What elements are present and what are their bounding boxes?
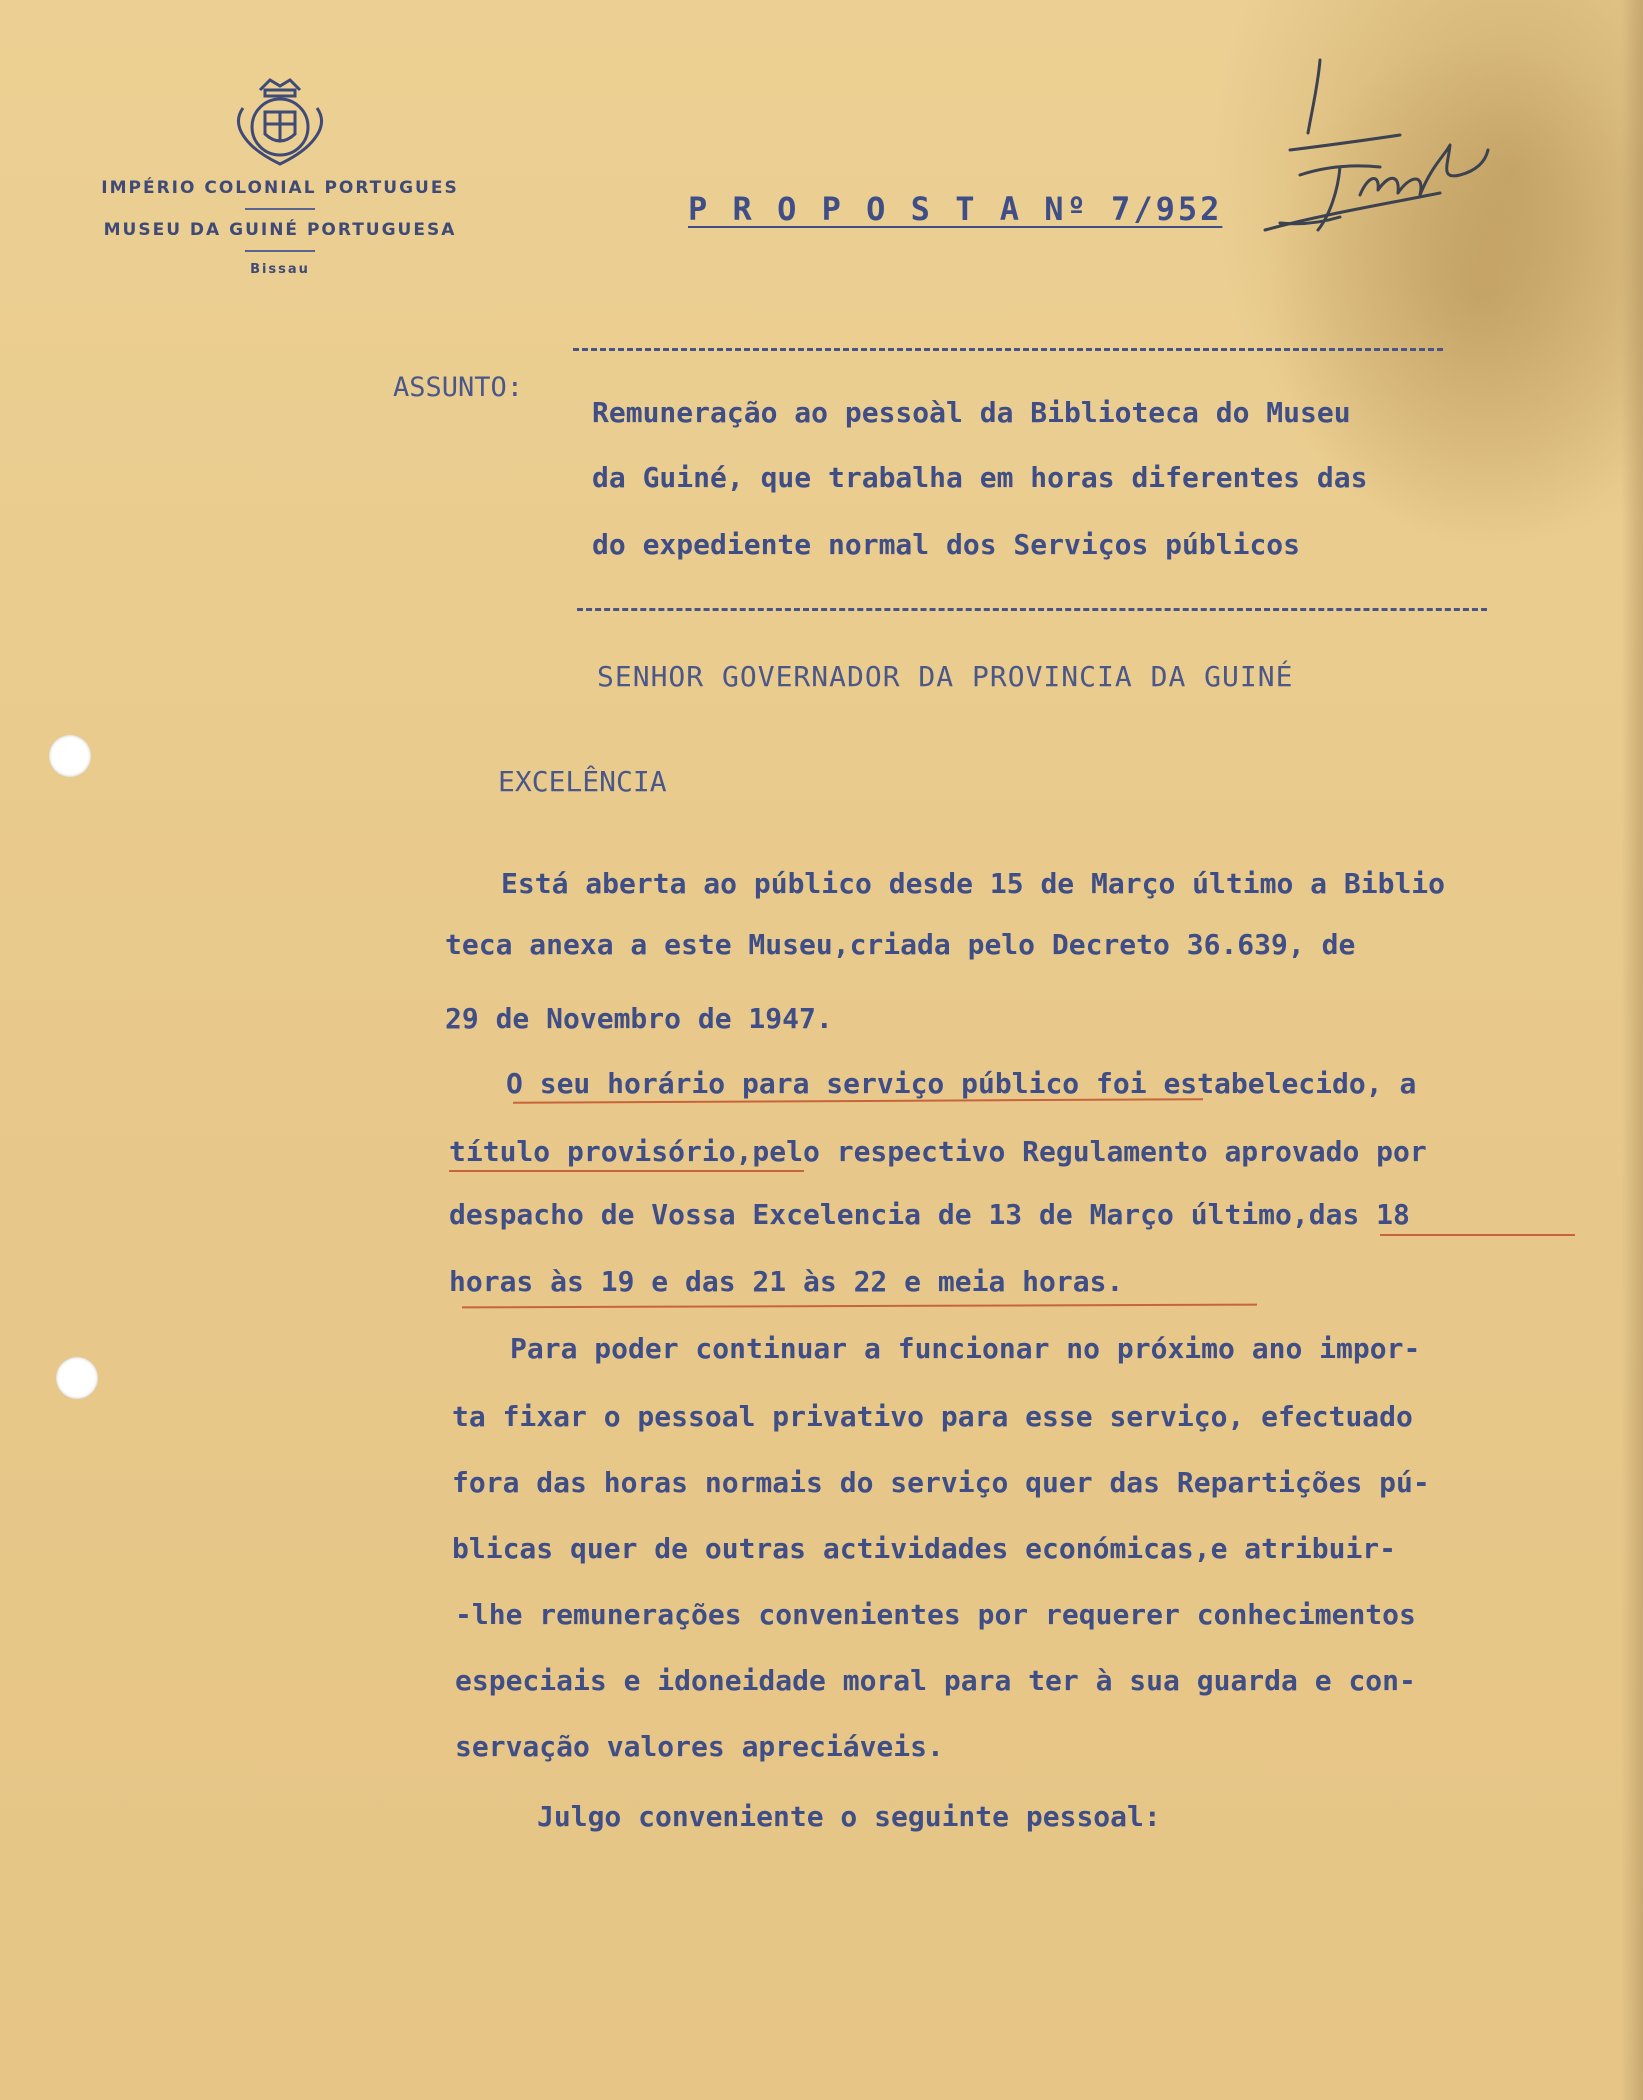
body-line: servação valores apreciáveis. <box>455 1730 944 1763</box>
proposal-title: P R O P O S T A Nº 7/952 <box>688 190 1223 228</box>
letterhead-divider <box>245 208 315 210</box>
body-line: blicas quer de outras actividades económicas,e atribuir- <box>452 1532 1397 1565</box>
subject-label: ASSUNTO: <box>393 372 524 403</box>
pencil-underline <box>449 1170 804 1172</box>
body-line: O seu horário para serviço público foi estabelecido, a <box>506 1067 1417 1100</box>
salutation: EXCELÊNCIA <box>498 765 667 798</box>
subject-line: da Guiné, que trabalha em horas diferentes das <box>592 461 1368 494</box>
separator-line-top <box>573 348 1443 351</box>
subject-line: Remuneração ao pessoàl da Biblioteca do Museu <box>592 396 1351 429</box>
body-line: Para poder continuar a funcionar no próximo ano impor- <box>510 1332 1421 1365</box>
pencil-underline <box>1380 1234 1575 1236</box>
pencil-underline <box>462 1304 1257 1309</box>
letterhead-city: Bissau <box>250 262 310 277</box>
body-line: horas às 19 e das 21 às 22 e meia horas. <box>449 1265 1124 1298</box>
body-line: título provisório,pelo respectivo Regulamento aprovado por <box>449 1135 1427 1168</box>
punch-hole-top <box>49 735 91 777</box>
handwritten-signature <box>1260 55 1500 245</box>
punch-hole-bottom <box>56 1357 98 1399</box>
subject-line: do expediente normal dos Serviços públicos <box>592 528 1301 561</box>
body-line: Está aberta ao público desde 15 de Março último a Biblio <box>501 867 1446 900</box>
body-line: 29 de Novembro de 1947. <box>445 1002 833 1035</box>
separator-line-bottom <box>577 608 1487 611</box>
body-line: ta fixar o pessoal privativo para esse serviço, efectuado <box>452 1400 1413 1433</box>
letterhead-museum: MUSEU DA GUINÉ PORTUGUESA <box>103 220 457 240</box>
addressee: SENHOR GOVERNADOR DA PROVINCIA DA GUINÉ <box>597 660 1294 693</box>
letterhead-divider <box>245 250 315 252</box>
letterhead <box>60 72 500 277</box>
body-line: Julgo conveniente o seguinte pessoal: <box>537 1800 1161 1833</box>
body-line: teca anexa a este Museu,criada pelo Decreto 36.639, de <box>445 928 1356 961</box>
letterhead-empire: IMPÉRIO COLONIAL PORTUGUES <box>101 178 459 198</box>
body-line: fora das horas normais do serviço quer das Repartições pú- <box>452 1466 1430 1499</box>
body-line: -lhe remunerações convenientes por requerer conhecimentos <box>455 1598 1416 1631</box>
body-line: especiais e idoneidade moral para ter à sua guarda e con- <box>455 1664 1416 1697</box>
coat-of-arms-icon <box>225 72 335 172</box>
body-line: despacho de Vossa Excelencia de 13 de Março último,das 18 <box>449 1198 1410 1231</box>
